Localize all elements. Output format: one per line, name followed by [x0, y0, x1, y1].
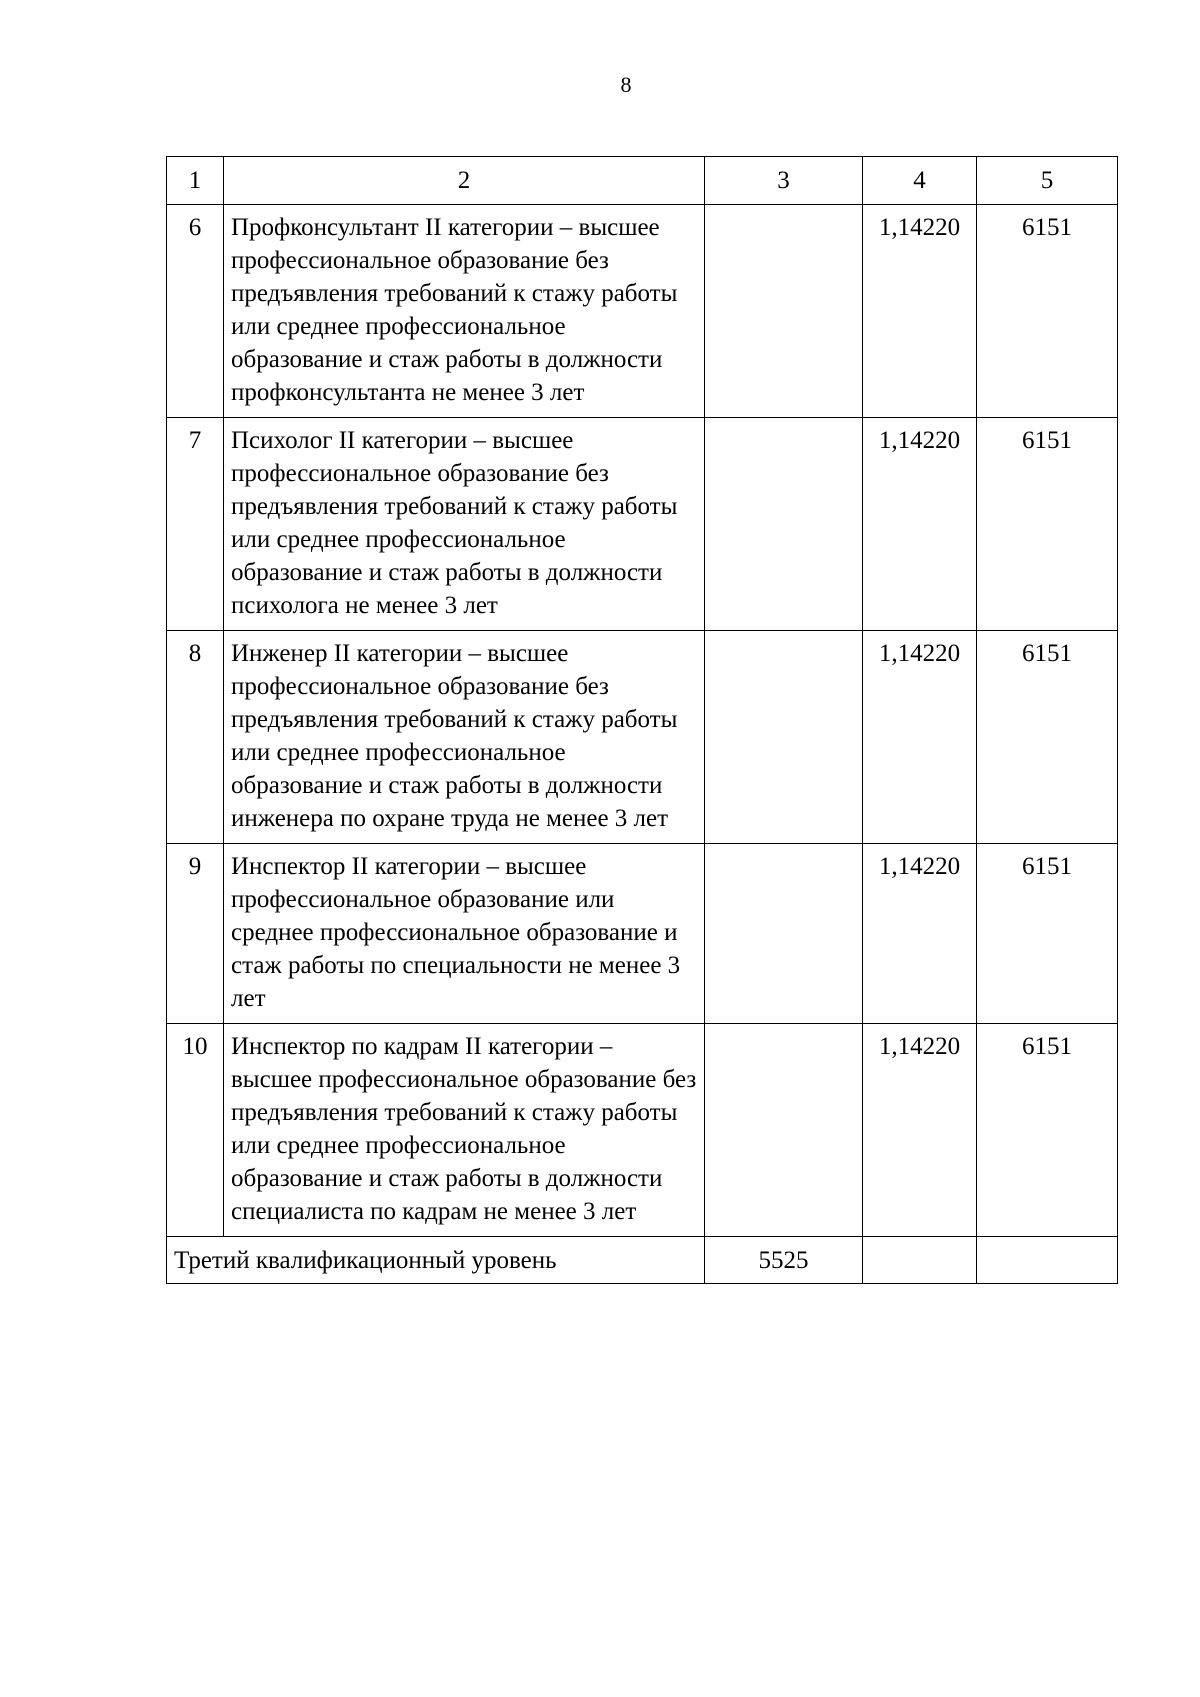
table-row	[167, 631, 1118, 844]
row-number: 10	[167, 1024, 224, 1237]
header-cell-3: 3	[705, 157, 863, 205]
salary-cell: 6151	[977, 205, 1118, 418]
salary-cell: 6151	[977, 418, 1118, 631]
position-description: Инспектор II категории – высшее профессиональное образование или среднее профессиональное образование и стаж работы по специальности не менее 3 лет	[224, 844, 705, 1024]
row-number: 6	[167, 205, 224, 418]
header-cell-2: 2	[224, 157, 705, 205]
base-salary-cell	[705, 631, 863, 844]
table-row	[167, 205, 1118, 418]
table-header-row	[167, 157, 1118, 205]
qualification-level-salary	[977, 1237, 1118, 1284]
table-row	[167, 418, 1118, 631]
salary-cell: 6151	[977, 1024, 1118, 1237]
coefficient-cell: 1,14220	[863, 844, 977, 1024]
table-row	[167, 844, 1118, 1024]
base-salary-cell	[705, 844, 863, 1024]
coefficient-cell: 1,14220	[863, 631, 977, 844]
coefficient-cell: 1,14220	[863, 205, 977, 418]
position-description: Инспектор по кадрам II категории – высшее профессиональное образование без предъявления требований к стажу работы или среднее профессиональное образование и стаж работы в должности специалиста по кадрам не менее 3 лет	[224, 1024, 705, 1237]
position-description: Инженер II категории – высшее профессиональное образование без предъявления требований к стажу работы или среднее профессиональное образование и стаж работы в должности инженера по охране труда не менее 3 лет	[224, 631, 705, 844]
qualification-level-coefficient	[863, 1237, 977, 1284]
qualification-level-base-salary: 5525	[705, 1237, 863, 1284]
position-description: Психолог II категории – высшее профессиональное образование без предъявления требований к стажу работы или среднее профессиональное образование и стаж работы в должности психолога не менее 3 лет	[224, 418, 705, 631]
row-number: 9	[167, 844, 224, 1024]
base-salary-cell	[705, 1024, 863, 1237]
row-number: 8	[167, 631, 224, 844]
salary-table	[166, 156, 1118, 1284]
page-number: 8	[620, 72, 632, 97]
header-cell-5: 5	[977, 157, 1118, 205]
header-cell-4: 4	[863, 157, 977, 205]
row-number: 7	[167, 418, 224, 631]
coefficient-cell: 1,14220	[863, 1024, 977, 1237]
table-row	[167, 1024, 1118, 1237]
header-cell-1: 1	[167, 157, 224, 205]
position-description: Профконсультант II категории – высшее профессиональное образование без предъявления требований к стажу работы или среднее профессиональное образование и стаж работы в должности профконсультанта не менее 3 лет	[224, 205, 705, 418]
base-salary-cell	[705, 205, 863, 418]
salary-cell: 6151	[977, 631, 1118, 844]
coefficient-cell: 1,14220	[863, 418, 977, 631]
qualification-level-label: Третий квалификационный уровень	[167, 1237, 705, 1284]
salary-cell: 6151	[977, 844, 1118, 1024]
qualification-level-row	[167, 1237, 1118, 1284]
base-salary-cell	[705, 418, 863, 631]
